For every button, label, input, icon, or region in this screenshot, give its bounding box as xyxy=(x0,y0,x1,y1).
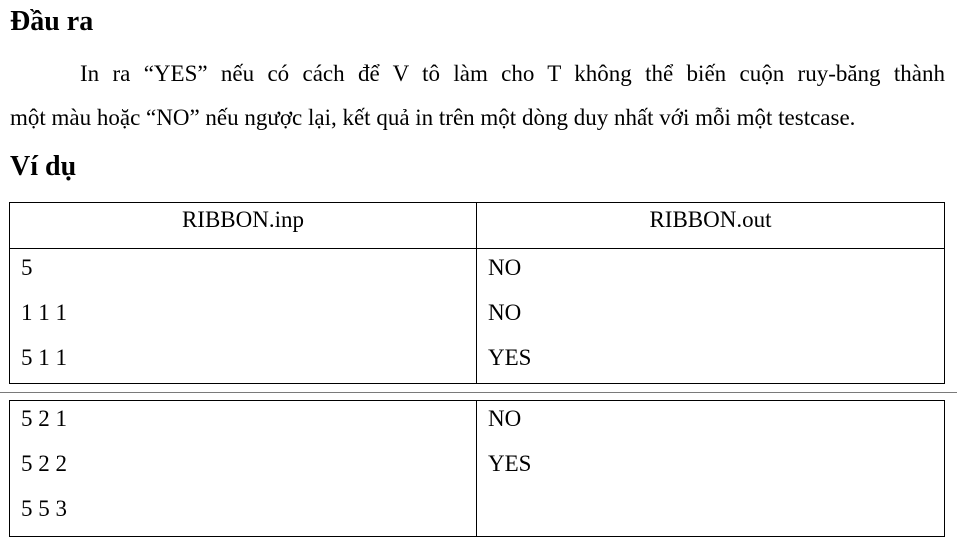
output-line: YES xyxy=(488,451,532,476)
header-output-file: RIBBON.out xyxy=(649,207,772,232)
example-table-part-2 xyxy=(9,400,945,537)
input-line: 1 1 1 xyxy=(21,300,67,325)
output-line: YES xyxy=(488,345,532,370)
header-divider xyxy=(10,248,944,249)
output-line: NO xyxy=(488,406,522,431)
input-line: 5 2 1 xyxy=(21,406,67,431)
output-line: NO xyxy=(488,300,522,325)
output-heading: Đầu ra xyxy=(10,6,94,37)
input-line: 5 xyxy=(21,255,33,280)
example-table-part-1 xyxy=(9,202,945,384)
output-line: NO xyxy=(488,255,522,280)
input-line: 5 5 3 xyxy=(21,496,67,521)
column-divider xyxy=(476,401,477,536)
example-heading: Ví dụ xyxy=(10,151,77,182)
output-paragraph-line-1: In ra “YES” nếu có cách để V tô làm cho T không thể biến cuộn ruy-băng thành xyxy=(80,61,945,86)
input-line: 5 2 2 xyxy=(21,451,67,476)
input-line: 5 1 1 xyxy=(21,345,67,370)
output-paragraph-line-2: một màu hoặc “NO” nếu ngược lại, kết quả in trên một dòng duy nhất với mỗi một testcase. xyxy=(10,105,856,130)
header-input-file: RIBBON.inp xyxy=(181,207,305,232)
page-break-line xyxy=(0,392,957,393)
